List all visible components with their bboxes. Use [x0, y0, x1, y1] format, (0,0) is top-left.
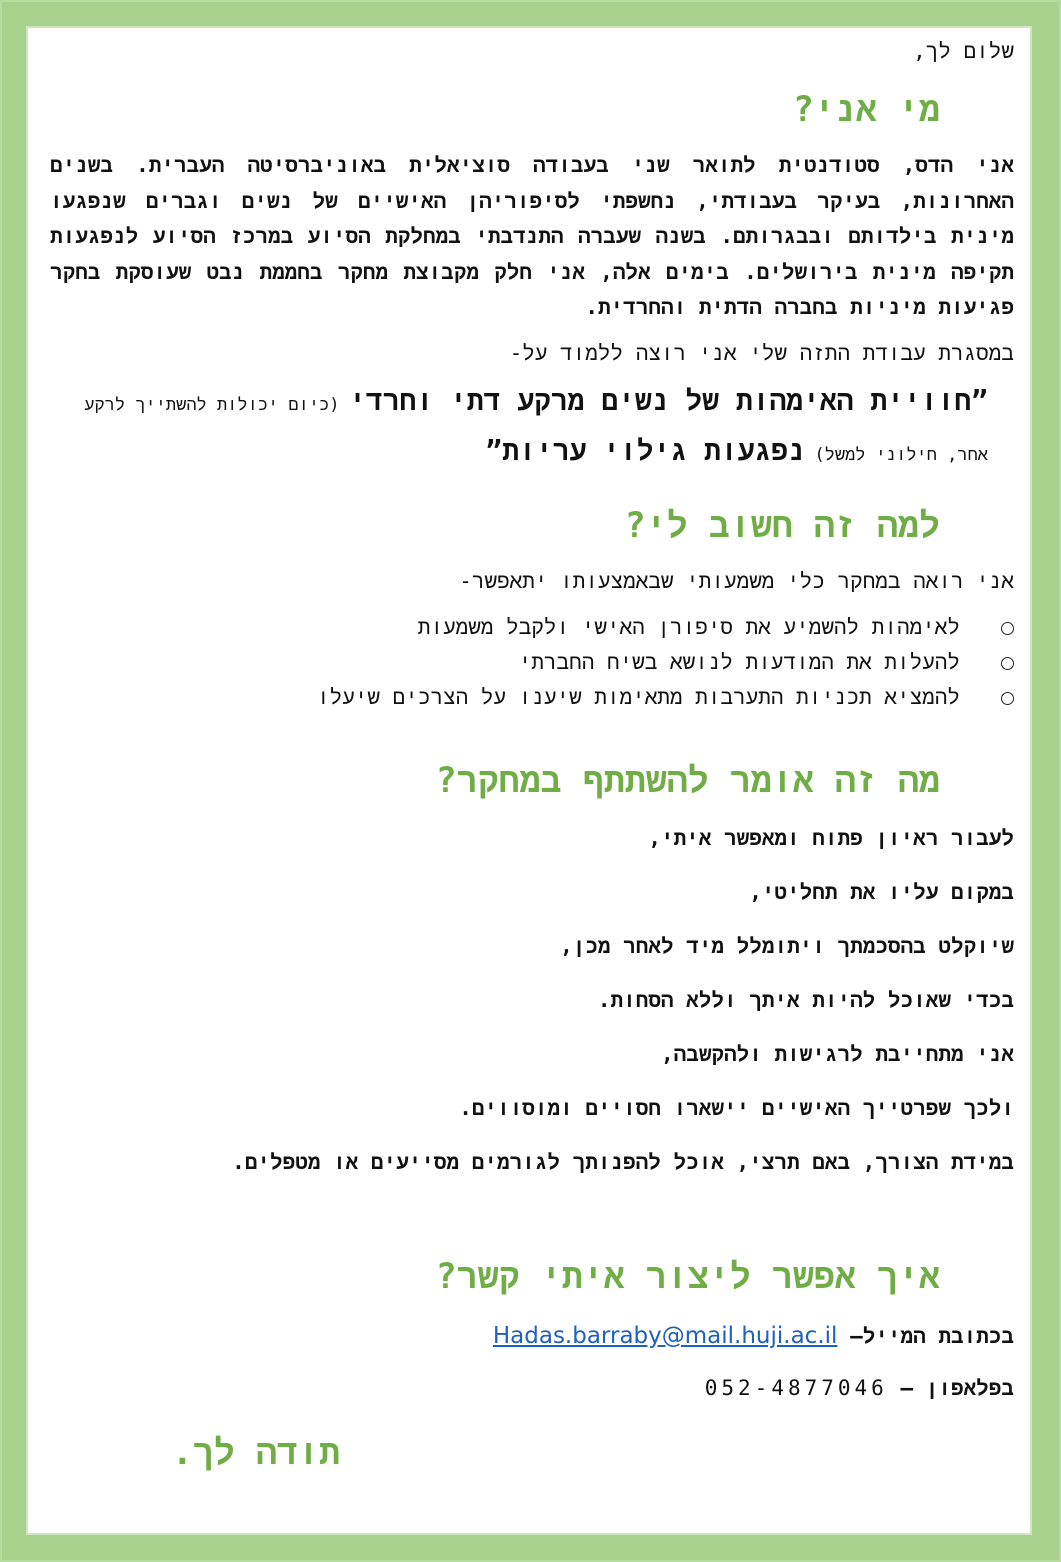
phone-label: בפלאפון – — [900, 1375, 1014, 1400]
why-list — [50, 610, 1014, 715]
participation-line: אני מתחייבת לרגישות ולהקשבה, — [660, 1041, 1014, 1066]
participation-line: במקום עליו את תחליטי, — [749, 879, 1014, 904]
heading-why-important: למה זה חשוב לי? — [624, 505, 940, 546]
thesis-topic-part2: נפגעות גילוי עריות” — [485, 433, 805, 467]
about-paragraph: אני הדס, סטודנטית לתואר שני בעבודה סוציאלית באוניברסיטה העברית. בשנים האחרונות, בעיקר בעבודתי, נחשפתי לסיפוריהן האישיים של נשים וגברים שנפגעו מינית בילדותם ובבגרותם. בשנה שעברה התנדבתי במחלקת הסיוע במרכז הסיוע לנפגעות תקיפה מינית בירושלים. בימים אלה, אני חלק מקבוצת מחקר בחממת נבט שעוסקת בחקר פגיעות מיניות בחברה הדתית והחרדית. — [50, 153, 1014, 320]
why-intro: אני רואה במחקר כלי משמעותי שבאמצעותו יתאפשר- — [459, 568, 1014, 593]
thesis-topic-note: (כיום יכולות להשתייך לרקע אחר, חילוני למשל) — [84, 394, 988, 465]
participation-line: בכדי שאוכל להיות איתך וללא הסחות. — [597, 987, 1014, 1012]
greeting: שלום לך, — [913, 39, 1014, 63]
letter-content — [50, 36, 1014, 1475]
phone-line — [50, 1373, 1014, 1403]
email-label: בכתובת המייל– — [850, 1323, 1014, 1348]
thesis-topic-part1: ”חוויית האימהות של נשים מרקע דתי וחרדי — [349, 383, 988, 417]
participation-line: ולכך שפרטייך האישיים יישארו חסויים ומוסווים. — [459, 1095, 1014, 1120]
participation-line: שיוקלט בהסכמתך ויתומלל מיד לאחר מכן, — [560, 933, 1014, 958]
email-link[interactable]: Hadas.barraby@mail.huji.ac.il — [492, 1322, 838, 1349]
thesis-intro: במסגרת עבודת התזה שלי אני רוצה ללמוד על- — [509, 340, 1014, 365]
list-item: לאימהות להשמיע את סיפורן האישי ולקבל משמעות — [50, 610, 1014, 645]
heading-participation: מה זה אומר להשתתף במחקר? — [435, 760, 940, 801]
list-item: להמציא תכניות התערבות מתאימות שיענו על הצרכים שיעלו — [50, 680, 1014, 715]
email-line — [50, 1321, 1014, 1351]
thanks-signoff: תודה לך. — [171, 1432, 340, 1473]
phone-number: 052-4877046 — [704, 1375, 888, 1400]
participation-line: לעבור ראיון פתוח ומאפשר איתי, — [648, 825, 1014, 850]
circle-bullet-icon — [1001, 692, 1014, 705]
heading-who-am-i: מי אני? — [792, 90, 940, 130]
circle-bullet-icon — [1001, 657, 1014, 670]
participation-line: במידת הצורך, באם תרצי, אוכל להפנותך לגורמים מסייעים או מטפלים. — [232, 1149, 1014, 1174]
participation-lines — [50, 823, 1014, 1177]
circle-bullet-icon — [1001, 622, 1014, 635]
heading-contact: איך אפשר ליצור איתי קשר? — [435, 1256, 940, 1297]
thesis-topic — [50, 378, 1014, 478]
list-item: להעלות את המודעות לנושא בשיח החברתי — [50, 645, 1014, 680]
